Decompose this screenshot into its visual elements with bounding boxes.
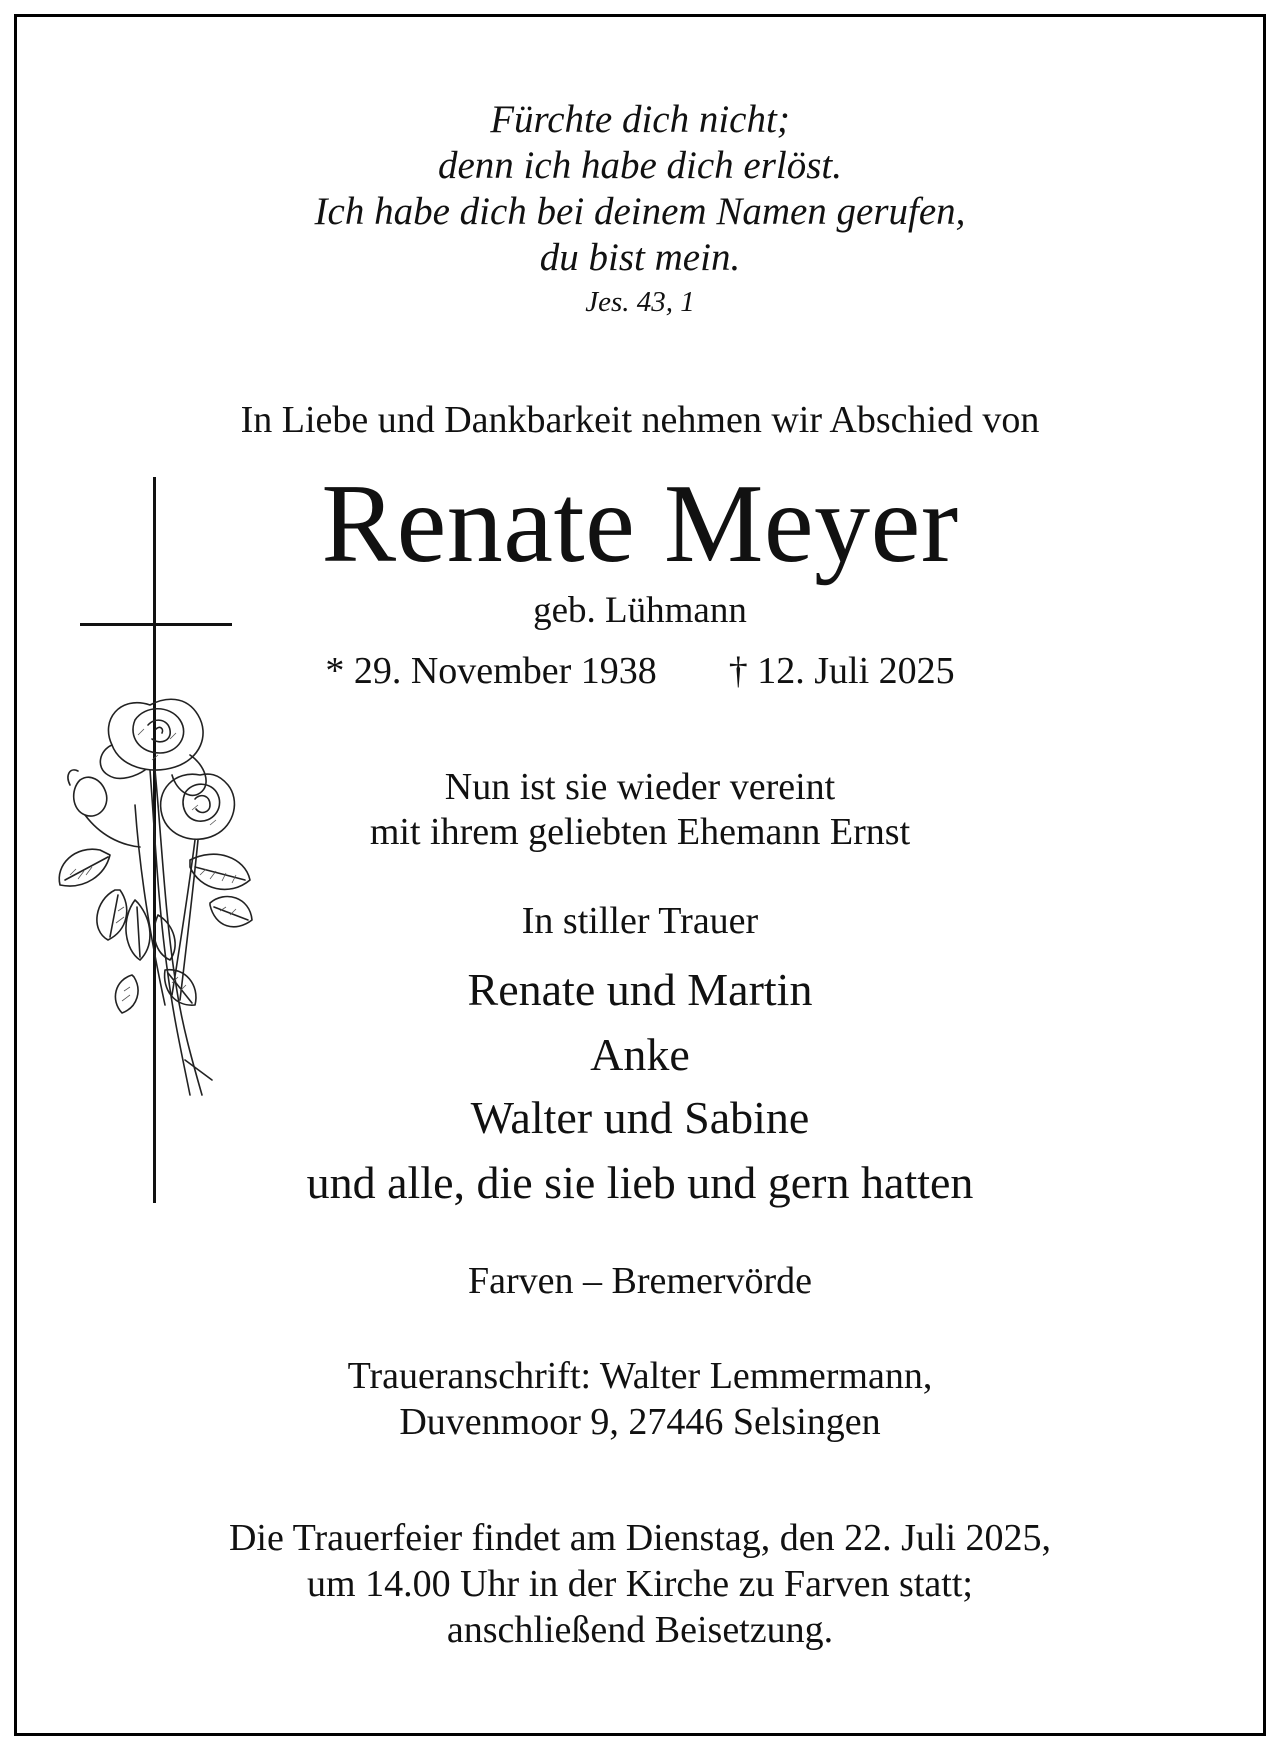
death-date: † 12. Juli 2025 xyxy=(728,650,955,692)
service-line-1: Die Trauerfeier findet am Dienstag, den 22. Juli 2025, xyxy=(228,1517,1052,1559)
verse-line-2: denn ich habe dich erlöst. xyxy=(438,144,842,187)
family-line-3: Walter und Sabine xyxy=(470,1092,810,1143)
verse-line-4: du bist mein. xyxy=(539,236,741,279)
reunion-line-1: Nun ist sie wieder vereint xyxy=(444,766,836,808)
verse-line-3: Ich habe dich bei deinem Namen gerufen, xyxy=(314,190,966,233)
mourning-label: In stiller Trauer xyxy=(521,900,759,942)
family-line-2: Anke xyxy=(590,1029,690,1080)
cross-horizontal-bar xyxy=(80,623,232,626)
service-line-2: um 14.00 Uhr in der Kirche zu Farven statt; xyxy=(307,1563,973,1605)
address-line-1: Traueranschrift: Walter Lemmermann, xyxy=(347,1355,933,1397)
address-line-2: Duvenmoor 9, 27446 Selsingen xyxy=(399,1401,881,1443)
family-line-4: und alle, die sie lieb und gern hatten xyxy=(306,1157,974,1208)
maiden-name: geb. Lühmann xyxy=(533,590,747,631)
roses-illustration-icon xyxy=(40,675,260,1125)
service-line-3: anschließend Beisetzung. xyxy=(446,1609,834,1651)
intro-text: In Liebe und Dankbarkeit nehmen wir Abschied von xyxy=(240,399,1040,441)
places: Farven – Bremervörde xyxy=(468,1260,812,1302)
deceased-name: Renate Meyer xyxy=(321,462,959,586)
family-line-1: Renate und Martin xyxy=(467,964,813,1015)
birth-date: * 29. November 1938 xyxy=(325,650,657,692)
reunion-line-2: mit ihrem geliebten Ehemann Ernst xyxy=(369,811,911,853)
verse-source: Jes. 43, 1 xyxy=(585,286,695,318)
verse-line-1: Fürchte dich nicht; xyxy=(490,98,790,141)
